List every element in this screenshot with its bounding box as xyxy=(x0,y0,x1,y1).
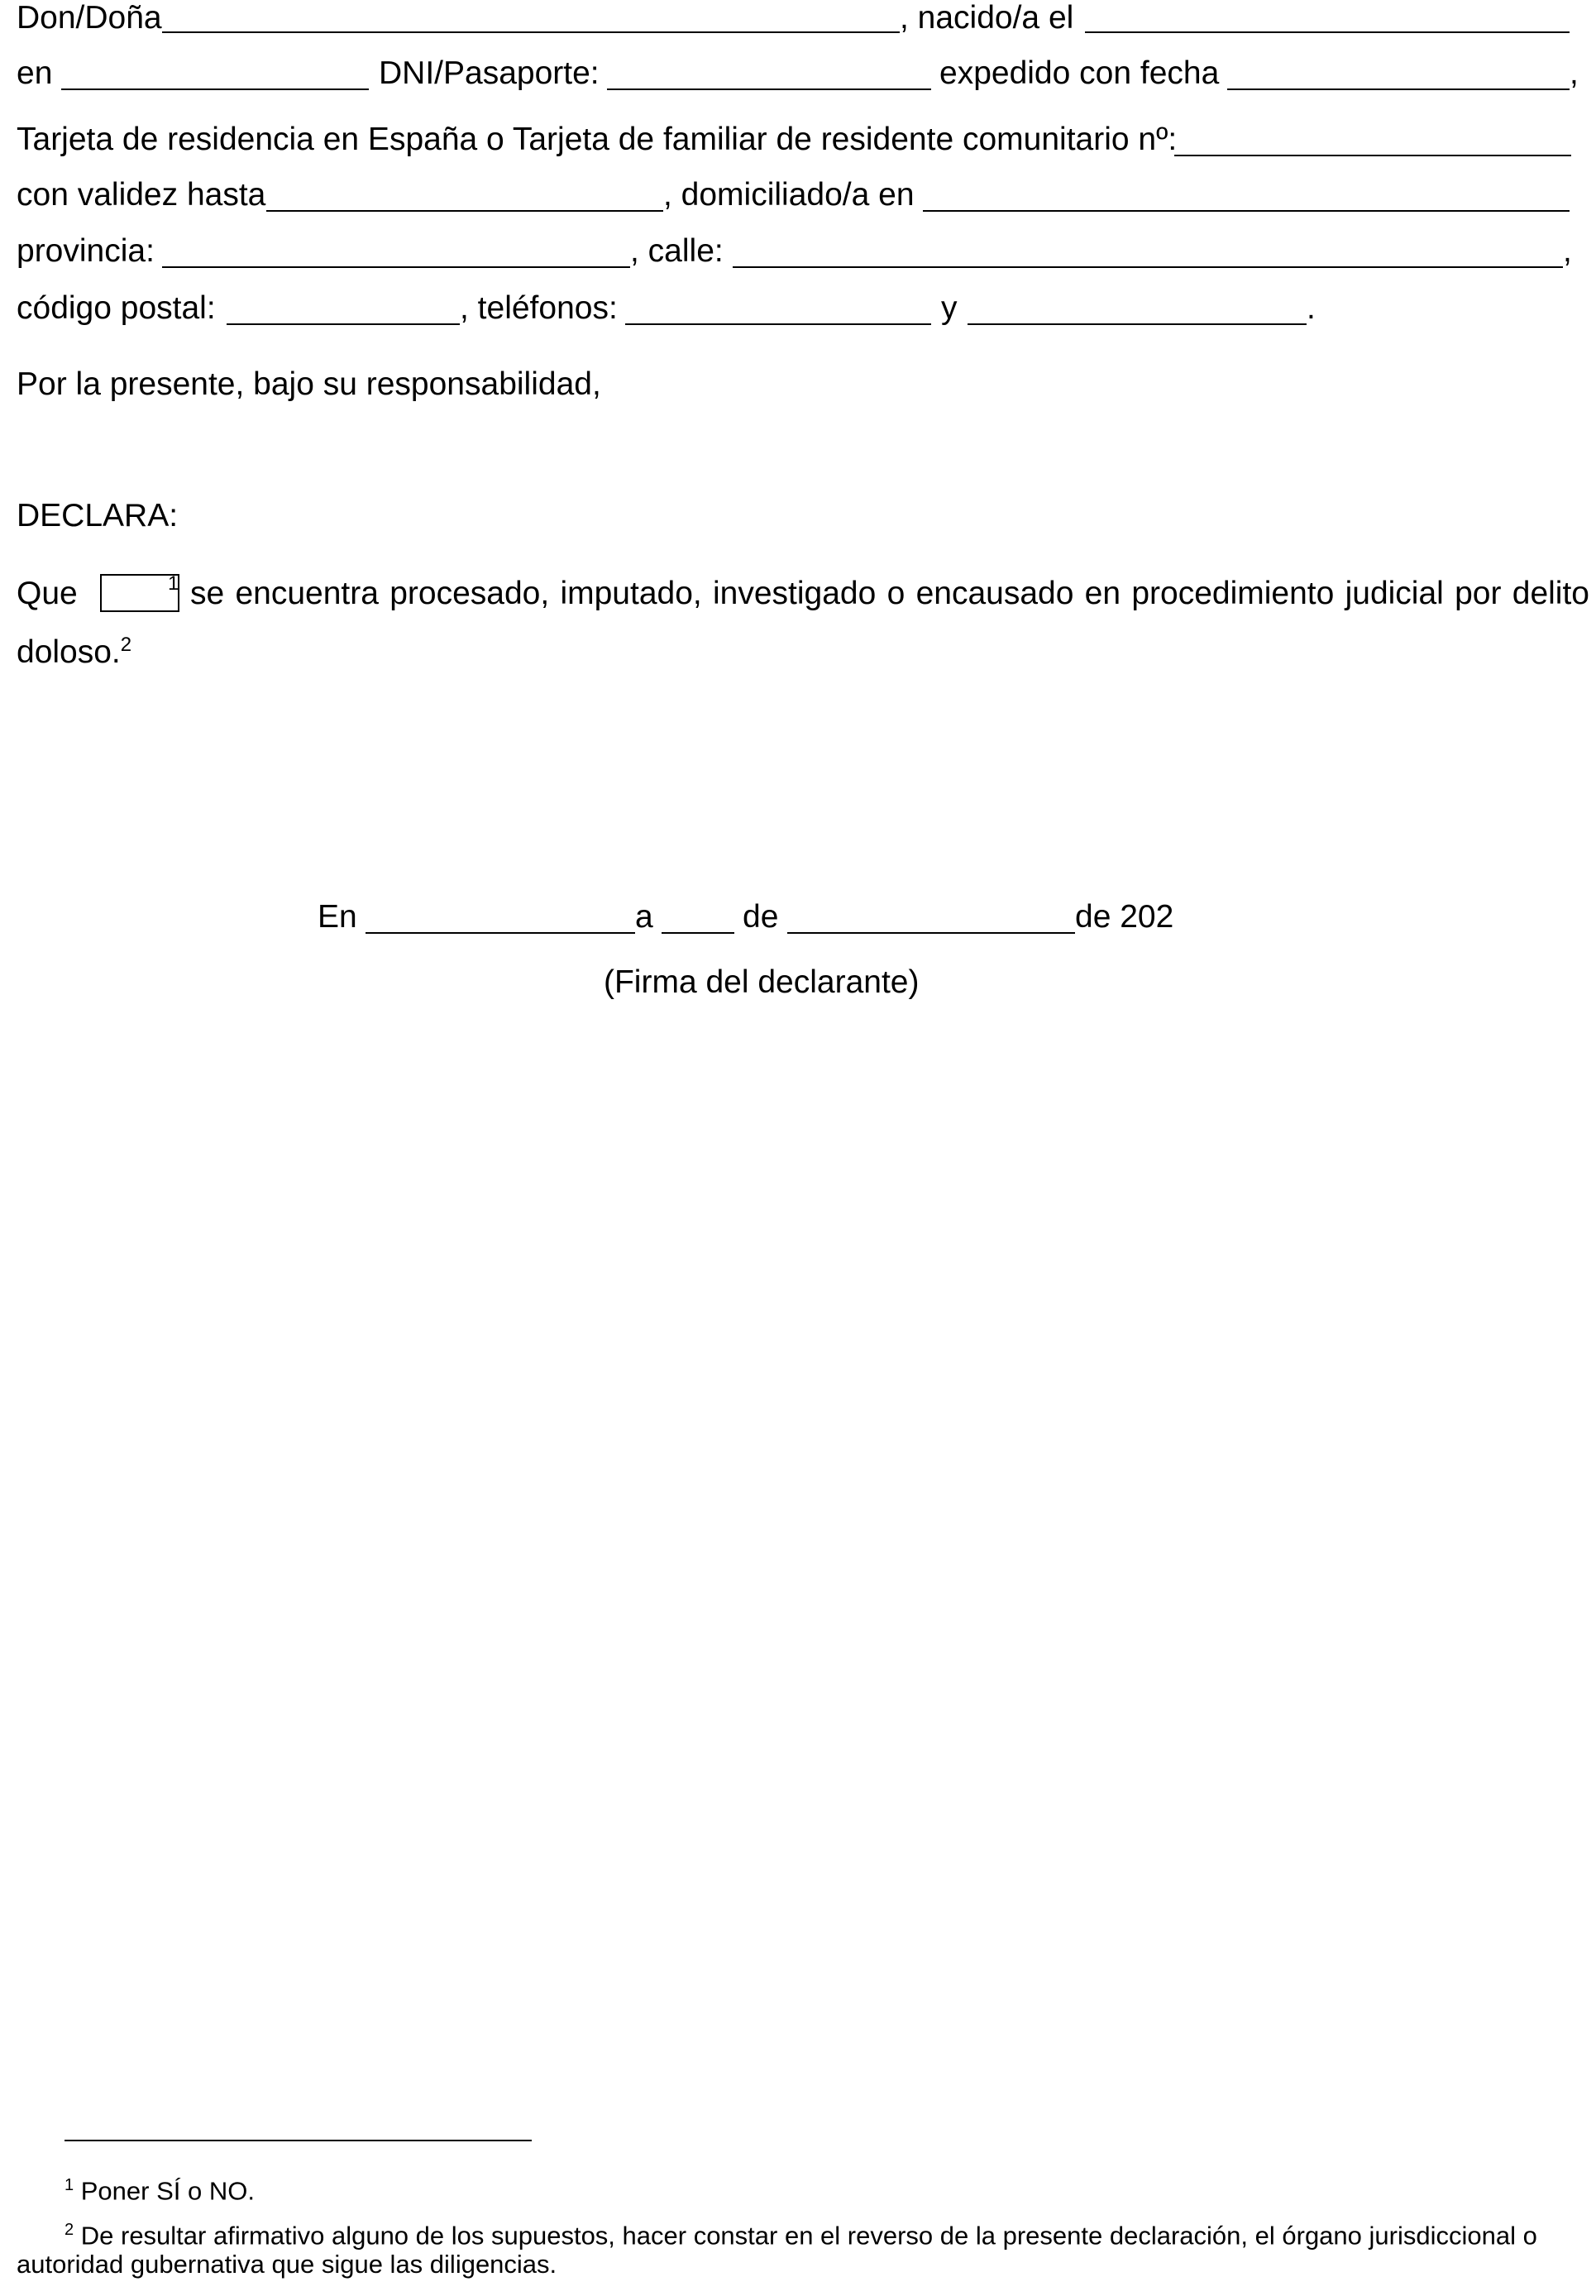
footnote-1 xyxy=(65,2169,255,2208)
birthplace-field[interactable] xyxy=(61,88,369,90)
label-validez: con validez hasta xyxy=(17,177,266,213)
footnote-ref-1: 1 xyxy=(168,572,179,595)
footnote-separator xyxy=(65,2140,532,2141)
label-y: y xyxy=(941,290,958,326)
footnote-2 xyxy=(65,2213,1537,2252)
birth-date-field[interactable] xyxy=(1085,31,1570,33)
expedition-date-field[interactable] xyxy=(1227,88,1570,90)
label-que: Que xyxy=(17,576,78,611)
footnote-text: De resultar afirmativo alguno de los supuestos, hacer constar en el reverso de la presente declaración, el órgano jurisdiccional o xyxy=(80,2221,1537,2251)
label-sig-year: de 202 xyxy=(1075,899,1174,935)
street-field[interactable] xyxy=(733,266,1563,268)
label-nacido: , nacido/a el xyxy=(900,0,1074,36)
comma: , xyxy=(1563,233,1572,269)
name-field[interactable] xyxy=(162,31,900,33)
label-en: en xyxy=(17,55,53,91)
province-field[interactable] xyxy=(162,266,630,268)
label-tarjeta-residencia: Tarjeta de residencia en España o Tarjeta de familiar de residente comunitario nº: xyxy=(17,122,1178,157)
label-expedido: expedido con fecha xyxy=(939,55,1220,91)
phone-field-2[interactable] xyxy=(968,323,1307,325)
declara-heading: DECLARA: xyxy=(17,498,179,533)
label-codigo-postal: código postal: xyxy=(17,290,216,326)
label-telefonos: , teléfonos: xyxy=(460,290,618,326)
dni-field[interactable] xyxy=(607,88,931,90)
intro-text: Por la presente, bajo su responsabilidad, xyxy=(17,366,601,402)
label-domiciliado: , domiciliado/a en xyxy=(663,177,915,213)
day-field[interactable] xyxy=(662,932,734,934)
place-field[interactable] xyxy=(366,932,635,934)
footnote-2-continuation: autoridad gubernativa que sigue las diligencias. xyxy=(17,2250,557,2279)
postal-code-field[interactable] xyxy=(227,323,460,325)
signature-caption: (Firma del declarante) xyxy=(604,964,920,1000)
footnote-marker: 1 xyxy=(65,2176,74,2194)
validity-date-field[interactable] xyxy=(266,210,663,212)
label-don-dona: Don/Doña xyxy=(17,0,162,36)
statement-continuation xyxy=(17,634,131,671)
month-field[interactable] xyxy=(787,932,1075,934)
phone-field-1[interactable] xyxy=(625,323,931,325)
residence-card-field[interactable] xyxy=(1174,155,1571,156)
label-sig-en: En xyxy=(318,899,357,935)
statement-text: se encuentra procesado, imputado, investigado o encausado en procedimiento judicial por delito xyxy=(190,576,1589,611)
statement-doloso: doloso. xyxy=(17,634,121,670)
footnote-marker: 2 xyxy=(65,2221,74,2239)
domicile-field[interactable] xyxy=(923,210,1570,212)
footnote-ref-2: 2 xyxy=(120,634,132,656)
label-calle: , calle: xyxy=(630,233,724,269)
label-sig-de: de xyxy=(743,899,779,935)
label-provincia: provincia: xyxy=(17,233,155,269)
footnote-text: Poner SÍ o NO. xyxy=(80,2176,255,2206)
label-sig-a: a xyxy=(635,899,653,935)
comma: , xyxy=(1570,55,1579,91)
period: . xyxy=(1307,290,1316,326)
label-dni-pasaporte: DNI/Pasaporte: xyxy=(379,55,600,91)
